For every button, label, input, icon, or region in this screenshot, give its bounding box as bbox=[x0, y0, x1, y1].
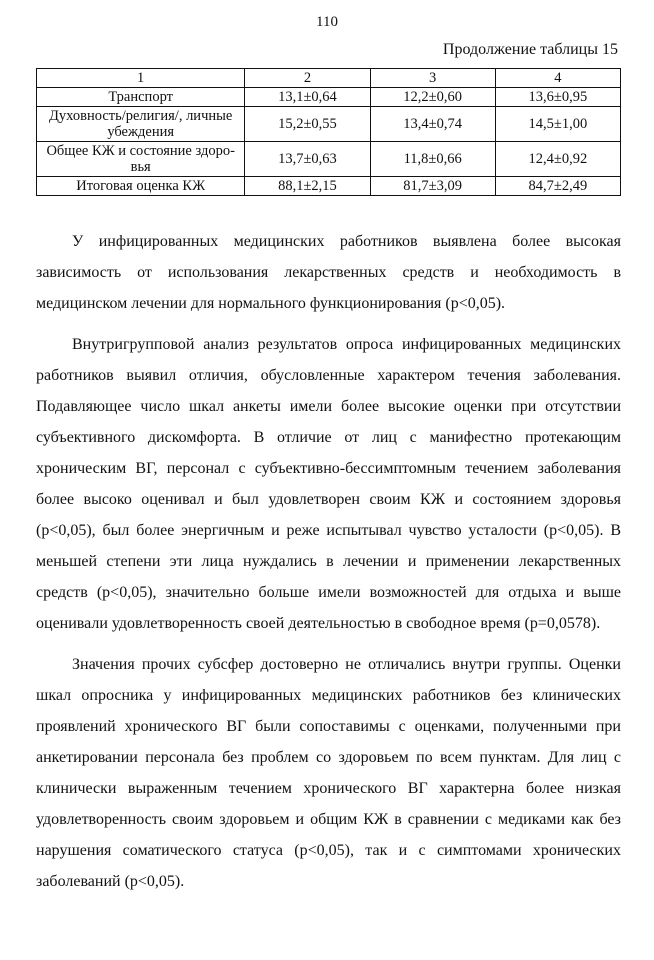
row-label-line: Духовность/религия/, личные bbox=[49, 108, 233, 124]
row-label bbox=[37, 142, 245, 177]
header-cell: 4 bbox=[495, 69, 620, 88]
row-label: Транспорт bbox=[37, 88, 245, 107]
results-table bbox=[36, 68, 621, 196]
table-cell: 12,4±0,92 bbox=[495, 142, 620, 177]
table-row bbox=[37, 88, 621, 107]
table-cell: 13,7±0,63 bbox=[245, 142, 370, 177]
table-row bbox=[37, 142, 621, 177]
table-header-row bbox=[37, 69, 621, 88]
header-cell: 2 bbox=[245, 69, 370, 88]
table-row bbox=[37, 177, 621, 196]
body-text bbox=[36, 226, 621, 907]
row-label-line: вья bbox=[130, 159, 151, 175]
table-cell: 11,8±0,66 bbox=[370, 142, 495, 177]
table-cell: 14,5±1,00 bbox=[495, 107, 620, 142]
row-label: Итоговая оценка КЖ bbox=[37, 177, 245, 196]
page-number: 110 bbox=[316, 14, 338, 30]
table-cell: 13,1±0,64 bbox=[245, 88, 370, 107]
paragraph: Значения прочих субсфер достоверно не отличались внутри группы. Оценки шкал опросника у инфицированных медицинских работников без клинических проявлений хронического ВГ были сопоставимы с оценками, полученными при анкетировании персонала без проблем со здоровьем по всем пунктам. Для лиц с клинически выраженным течением хронического ВГ характерна более низкая удовлетворенность своим здоровьем и общим КЖ в сравнении с медиками как без нарушения соматического статуса (p<0,05), так и с симптомами хронических заболеваний (p<0,05). bbox=[36, 656, 621, 890]
header-cell: 1 bbox=[37, 69, 245, 88]
table-cell: 81,7±3,09 bbox=[370, 177, 495, 196]
table-cell: 84,7±2,49 bbox=[495, 177, 620, 196]
table-cell: 12,2±0,60 bbox=[370, 88, 495, 107]
header-cell: 3 bbox=[370, 69, 495, 88]
paragraph: У инфицированных медицинских работников выявлена более высокая зависимость от использования лекарственных средств и необходимость в медицинском лечении для нормального функционирования (p<0,05). bbox=[36, 233, 621, 312]
paragraph: Внутригрупповой анализ результатов опроса инфицированных медицинских работников выявил отличия, обусловленные характером течения заболевания. Подавляющее число шкал анкеты имели более высокие оценки при отсутствии субъективного дискомфорта. В отличие от лиц с манифестно протекающим хроническим ВГ, персонал с субъективно-бессимптомным течением заболевания более высоко оценивал и был удовлетворен своим КЖ и состоянием здоровья (p<0,05), был более энергичным и реже испытывал чувство усталости (p<0,05). В меньшей степени эти лица нуждались в лечении и применении лекарственных средств (p<0,05), значительно больше имели возможностей для отдыха и выше оценивали удовлетворенность своей деятельностью в свободное время (p=0,0578). bbox=[36, 336, 621, 632]
table-caption: Продолжение таблицы 15 bbox=[442, 41, 618, 58]
table-row bbox=[37, 107, 621, 142]
row-label-line: убеждения bbox=[107, 124, 175, 140]
table-cell: 13,6±0,95 bbox=[495, 88, 620, 107]
row-label bbox=[37, 107, 245, 142]
table-cell: 13,4±0,74 bbox=[370, 107, 495, 142]
table-cell: 15,2±0,55 bbox=[245, 107, 370, 142]
table-cell: 88,1±2,15 bbox=[245, 177, 370, 196]
row-label-line: Общее КЖ и состояние здоро- bbox=[46, 143, 235, 159]
